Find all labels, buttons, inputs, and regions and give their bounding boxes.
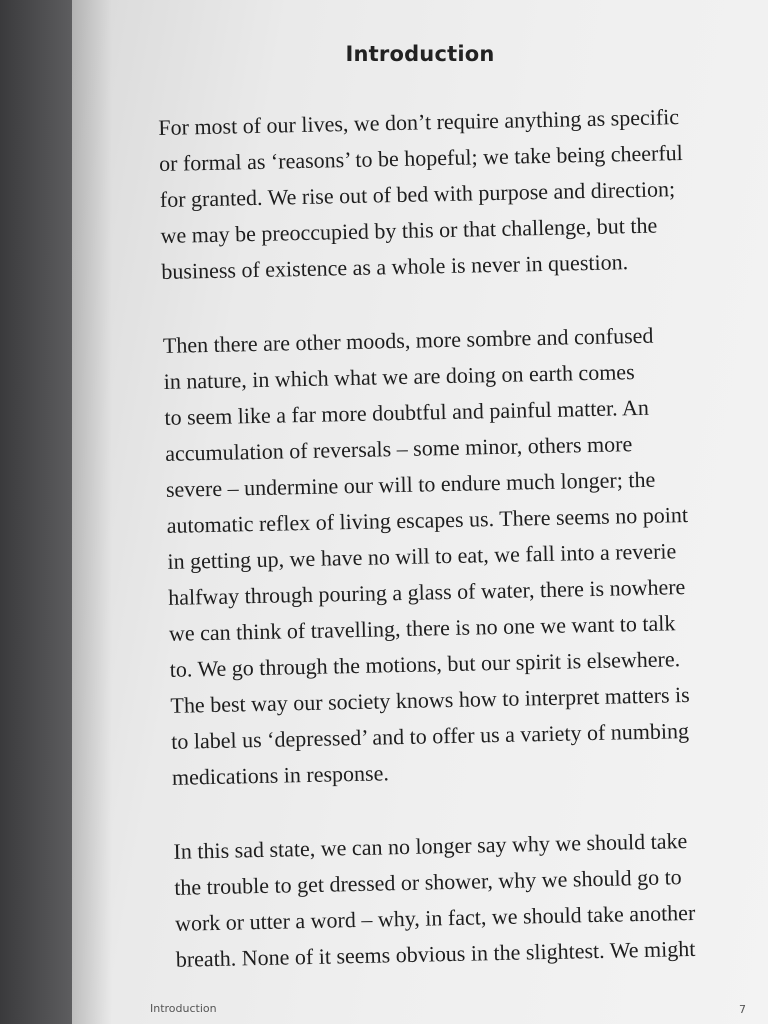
text-line: work or utter a word – why, in fact, we should take another (174, 899, 696, 936)
book-page (72, 0, 768, 1024)
text-line: In this sad state, we can no longer say why we should take (173, 828, 688, 864)
page-number: 7 (739, 1003, 746, 1016)
text-line: to. We go through the motions, but our spirit is elsewhere. (169, 646, 681, 682)
text-line: For most of our lives, we don’t require anything as specific (158, 104, 680, 140)
text-line: or formal as ‘reasons’ to be hopeful; we take being cheerful (158, 140, 683, 176)
text-line: for granted. We rise out of bed with purpose and direction; (159, 176, 676, 212)
text-line: to seem like a far more doubtful and painful matter. An (164, 394, 650, 430)
text-line: we may be preoccupied by this or that challenge, but the (160, 212, 658, 248)
body-text (158, 97, 768, 1015)
text-line: breath. None of it seems obvious in the slightest. We might (175, 935, 696, 972)
text-line: Then there are other moods, more sombre and confused (162, 322, 654, 358)
text-line: automatic reflex of living escapes us. There seems no point (166, 501, 689, 538)
text-line: the trouble to get dressed or shower, why we should go to (174, 864, 682, 900)
paragraph-1 (158, 97, 762, 290)
text-line: we can think of travelling, there is no one we want to talk (168, 610, 676, 646)
text-line: The best way our society knows how to interpret matters is (170, 681, 690, 718)
text-line: medications in response. (171, 760, 390, 790)
text-line: in getting up, we have no will to eat, we fall into a reverie (167, 538, 677, 574)
text-line: business of existence as a whole is never in question. (161, 249, 629, 284)
running-footer-title: Introduction (150, 1002, 217, 1015)
paragraph-3 (173, 821, 768, 978)
text-line: halfway through pouring a glass of water, there is nowhere (167, 574, 686, 610)
text-line: in nature, in which what we are doing on earth comes (163, 359, 635, 394)
paragraph-2 (163, 315, 768, 795)
text-line: to label us ‘depressed’ and to offer us a variety of numbing (170, 718, 690, 754)
text-line: accumulation of reversals – some minor, others more (164, 431, 633, 466)
chapter-heading: Introduction (345, 42, 495, 66)
text-line: severe – undermine our will to endure much longer; the (165, 466, 656, 502)
